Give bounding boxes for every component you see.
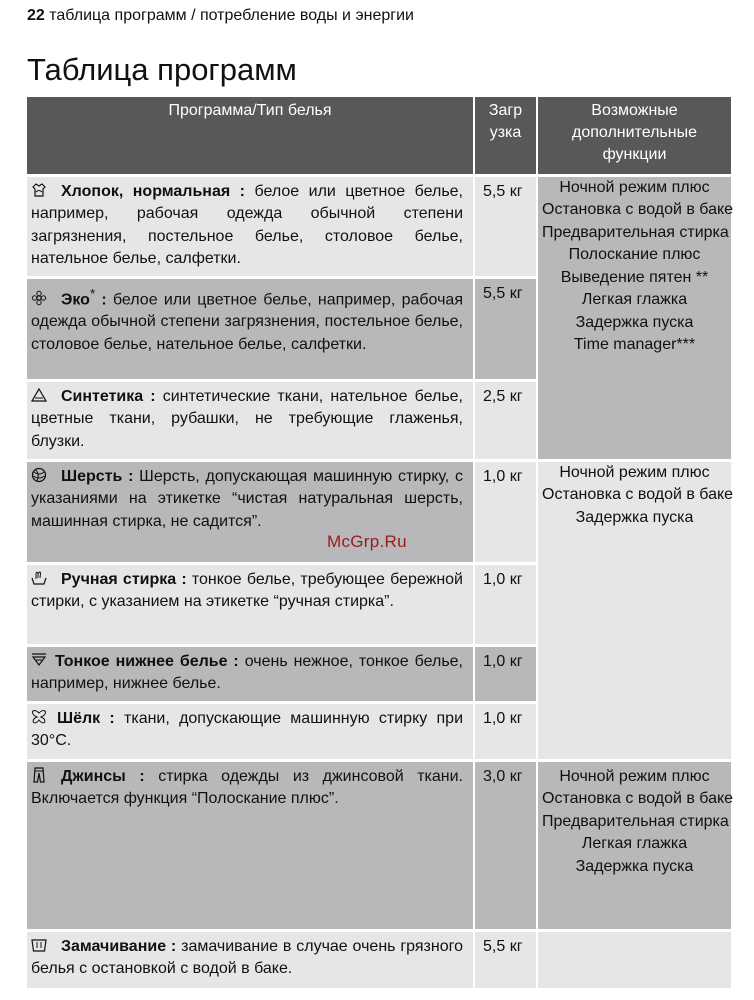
program-name: Тонкое нижнее белье : <box>55 652 239 670</box>
function-item: Легкая глажка <box>581 291 688 308</box>
running-title: таблица программ / потребление воды и энергии <box>49 7 414 24</box>
program-name: Синтетика : <box>61 387 156 405</box>
program-description: стирка одежды из джинсовой ткани. Включается функция “Полоскание плюс”. <box>31 767 463 807</box>
function-item: Остановка с водой в баке <box>542 790 734 807</box>
program-cell <box>27 175 474 277</box>
function-item: Полоскание плюс <box>568 246 701 263</box>
table-row <box>27 930 731 988</box>
watermark: McGrp.Ru <box>327 532 407 551</box>
load-cell: 2,5 кг <box>474 380 537 460</box>
function-item: Задержка пуска <box>575 313 694 331</box>
page-title: Таблица программ <box>27 52 297 87</box>
load-cell: 5,5 кг <box>474 277 537 380</box>
program-description: очень нежное, тонкое белье, например, нижнее белье. <box>31 652 463 692</box>
program-cell <box>27 563 474 645</box>
running-header <box>27 7 414 25</box>
load-cell: 1,0 кг <box>474 460 537 563</box>
program-name: Ручная стирка : <box>61 570 187 588</box>
program-cell <box>27 645 474 702</box>
function-item: Time manager*** <box>573 336 696 353</box>
load-cell: 1,0 кг <box>474 563 537 645</box>
table-header-row <box>27 97 731 175</box>
cotton-icon <box>31 182 51 198</box>
function-item: Ночной режим плюс <box>559 767 710 785</box>
function-item: Ночной режим плюс <box>559 178 710 196</box>
program-cell <box>27 760 474 930</box>
program-name: Замачивание : <box>61 937 177 955</box>
program-name: Эко <box>61 290 90 308</box>
functions-empty <box>537 930 731 988</box>
function-item: Задержка пуска <box>575 508 694 526</box>
lingerie-icon <box>31 652 51 668</box>
load-cell: 5,5 кг <box>474 175 537 277</box>
load-cell: 5,5 кг <box>474 930 537 988</box>
column-header-program: Программа/Тип белья <box>27 97 474 175</box>
functions-group-1 <box>537 175 734 460</box>
function-item: Задержка пуска <box>575 857 694 875</box>
functions-group-3 <box>537 760 734 930</box>
load-cell: 1,0 кг <box>474 645 537 702</box>
page-number: 22 <box>27 7 45 24</box>
program-cell <box>27 930 474 988</box>
program-name: Джинсы : <box>61 767 145 785</box>
program-name: Хлопок, нормальная : <box>61 182 246 200</box>
program-cell <box>27 702 474 760</box>
soak-icon <box>31 937 51 953</box>
program-description: белое или цветное белье, например, рабочая одежда обычной степени загрязнения, постельное белье, столовое белье, нательное белье, салфетки. <box>31 182 464 267</box>
function-item: Легкая глажка <box>581 835 688 852</box>
program-name: Шёлк : <box>57 709 115 727</box>
column-header-functions: Возможные дополнительные функции <box>537 97 731 175</box>
program-cell <box>27 380 474 460</box>
table-row <box>27 760 731 930</box>
program-description: замачивание в случае очень грязного белья с остановкой с водой в баке. <box>31 937 463 977</box>
program-name: Шерсть : <box>61 467 134 485</box>
footnote-mark: * <box>89 285 96 301</box>
program-description: синтетические ткани, нательное белье, цветные ткани, рубашки, не требующие глаженья, блузки. <box>31 387 463 450</box>
function-item: Предварительная стирка <box>542 223 729 241</box>
eco-icon <box>31 290 51 306</box>
program-cell <box>27 460 474 563</box>
program-description: белое или цветное белье, например, рабочая одежда обычной степени загрязнения, постельное белье, столовое белье, нательное белье, салфетки. <box>31 290 463 353</box>
program-description: Шерсть, допускающая машинную стирку, с указаниями на этикетке “чистая натуральная шерсть, машинная стирка, не садится”. <box>31 467 463 530</box>
function-item: Предварительная стирка <box>542 812 729 830</box>
load-cell: 3,0 кг <box>474 760 537 930</box>
jeans-icon <box>31 767 51 783</box>
column-header-load: Загр узка <box>474 97 537 175</box>
wool-icon <box>31 467 51 483</box>
handwash-icon <box>31 570 51 586</box>
function-item: Ночной режим плюс <box>559 463 710 481</box>
program-cell: Эко* : белое или цветное белье, например, рабочая одежда обычной степени загрязнения, постельное белье, столовое белье, нательное белье, салфетки. <box>27 277 474 380</box>
functions-group-2 <box>537 460 734 760</box>
function-item: Остановка с водой в баке <box>542 201 734 218</box>
synthetics-icon <box>31 387 51 403</box>
function-item: Остановка с водой в баке <box>542 486 734 503</box>
function-item: Выведение пятен ** <box>560 268 709 286</box>
program-description: ткани, допускающие машинную стирку при 30°C. <box>31 709 464 749</box>
load-cell: 1,0 кг <box>474 702 537 760</box>
table-row <box>27 175 731 277</box>
program-description: тонкое белье, требующее бережной стирки, с указанием на этикетке “ручная стирка”. <box>31 570 463 610</box>
silk-icon <box>31 709 51 725</box>
